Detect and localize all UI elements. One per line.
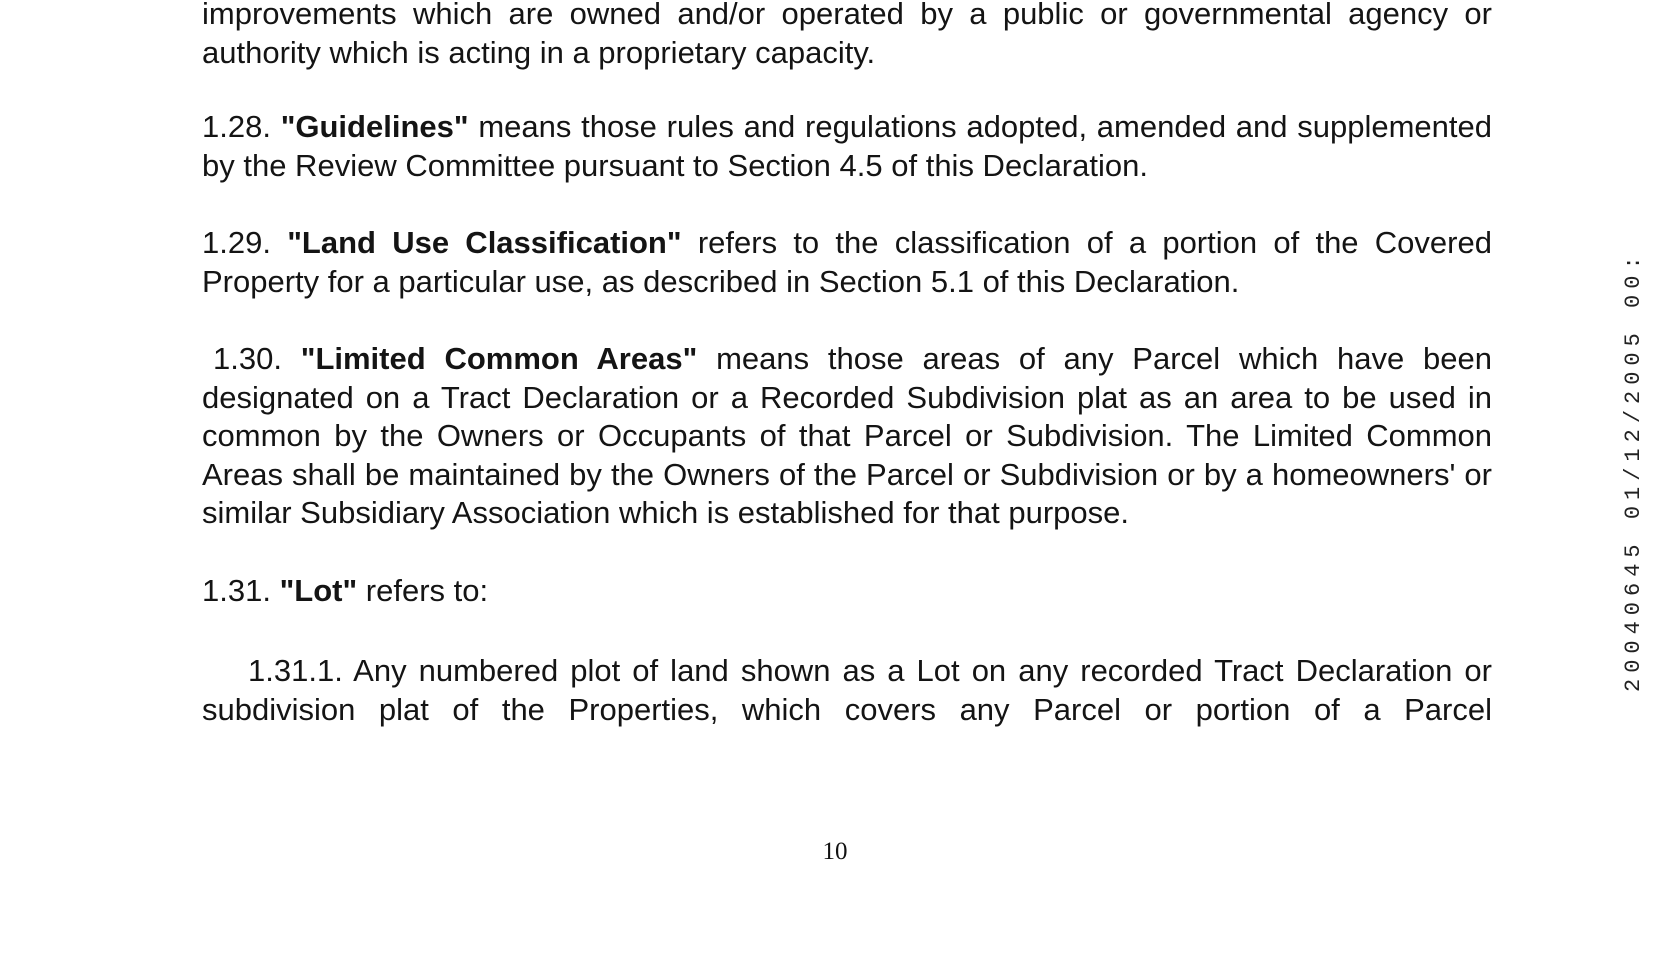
recording-stamp <box>1620 250 1648 692</box>
section-number: 1.30. <box>213 341 282 376</box>
defined-term: "Guidelines" <box>280 109 469 144</box>
definition-text: means those rules and regulations adopted, amended and supplemented by the Review Committee pursuant to Section 4.5 of this Declaration. <box>202 109 1492 183</box>
page-number: 10 <box>822 838 848 865</box>
paragraph-1-30 <box>202 340 1492 533</box>
section-number: 1.28. <box>202 109 271 144</box>
paragraph-1-29 <box>202 224 1492 301</box>
paragraph-1-31-1 <box>202 652 1492 729</box>
paragraph-1-27-continued <box>202 0 1492 72</box>
paragraph-line: authority which is acting in a proprietary capacity. <box>202 34 876 70</box>
definition-text: means those areas of any Parcel which have been designated on a Tract Declaration or a Recorded Subdivision plat as an area to be used in common by the Owners or Occupants of that Parcel or Subdivision. The Limited Common Areas shall be maintained by the Owners of the Parcel or Subdivision or by a homeowners' or similar Subsidiary Association which is established for that purpose. <box>202 341 1492 530</box>
paragraph-1-28 <box>202 108 1492 185</box>
section-number: 1.31. <box>202 573 271 608</box>
definition-text: refers to: <box>365 573 489 608</box>
paragraph-line: improvements which are owned and/or operated by a public or governmental agency or <box>202 0 1492 31</box>
definition-text: refers to the classification of a portion of the Covered Property for a particular use, as described in Section 5.1 of this Declaration. <box>202 225 1492 299</box>
paragraph-1-31 <box>202 572 1492 611</box>
defined-term: "Land Use Classification" <box>287 225 682 260</box>
defined-term: "Lot" <box>279 573 358 608</box>
section-number: 1.31.1. <box>248 653 343 688</box>
defined-term: "Limited Common Areas" <box>300 341 698 376</box>
recording-stamp-text: 20040645 01/12/2005 00: <box>1621 250 1646 692</box>
definition-text: Any numbered plot of land shown as a Lot on any recorded Tract Declaration or subdivision plat of the Properties, which covers any Parcel or portion of a Parcel <box>202 653 1492 727</box>
section-number: 1.29. <box>202 225 271 260</box>
